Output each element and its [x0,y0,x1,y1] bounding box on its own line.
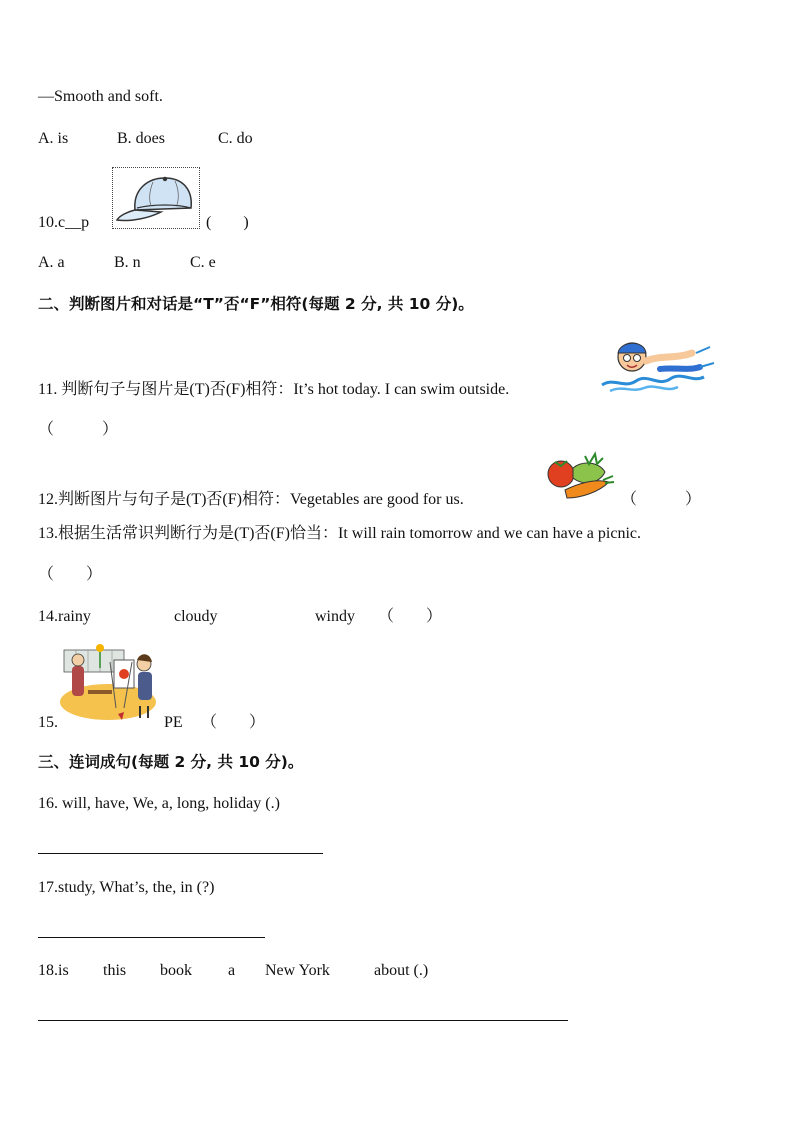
q11-text: 11. 判断句子与图片是(T)否(F)相符：It’s hot today. I can swim outside. [38,381,510,398]
q18-word: book [160,962,192,979]
q14-line [38,607,442,627]
q12-text: 12.判断图片与句子是(T)否(F)相符：Vegetables are good for us. [38,491,464,508]
q18-word: about (.) [374,962,429,979]
section2-title: 二、判断图片和对话是“T”否“F”相符(每题 2 分, 共 10 分)。 [38,295,474,313]
q15-line [164,713,265,733]
q15-word: PE [164,714,183,731]
q13-text: 13.根据生活常识判断行为是(T)否(F)恰当：It will rain tomorrow and we can have a picnic. [38,525,641,542]
cap-icon [112,167,200,229]
q16-answer-blank[interactable] [38,853,323,854]
q14-paren: （ ） [378,608,443,625]
q9-option-c: C. do [218,130,253,147]
q15-number: 15. [38,714,58,731]
q18-word: 18.is [38,962,69,979]
section3-title: 三、连词成句(每题 2 分, 共 10 分)。 [38,753,304,771]
q12-paren: （ ） [621,491,702,508]
q18-words [38,961,428,981]
q10-option-b: B. n [114,254,141,271]
q10-stem: 10.c__p [38,214,90,231]
q17-answer-blank[interactable] [38,937,265,938]
q18-word: this [103,962,127,979]
q18-word: New York [265,962,330,979]
q14-word-cloudy: cloudy [174,608,218,625]
q15-paren: （ ） [201,714,266,731]
q18-answer-blank[interactable] [38,1020,568,1021]
q10-options [38,253,216,273]
vegetables-icon [543,450,615,502]
q10-option-a: A. a [38,254,65,271]
q14-word-windy: windy [315,608,355,625]
q17-text: 17.study, What’s, the, in (?) [38,879,215,896]
q11-paren: （ ） [38,421,119,438]
q13-paren: （ ） [38,566,103,583]
q9-options [38,129,253,149]
q9-option-a: A. is [38,130,69,147]
q16-text: 16. will, have, We, a, long, holiday (.) [38,795,280,812]
art-class-icon [58,642,158,722]
swimmer-icon [600,333,718,395]
q9-option-b: B. does [117,130,165,147]
q9-answer-line: —Smooth and soft. [38,88,163,105]
q14-word-rainy: 14.rainy [38,608,91,625]
q18-word: a [228,962,236,979]
q10-paren: ( ) [206,214,249,231]
q10-option-c: C. e [190,254,216,271]
